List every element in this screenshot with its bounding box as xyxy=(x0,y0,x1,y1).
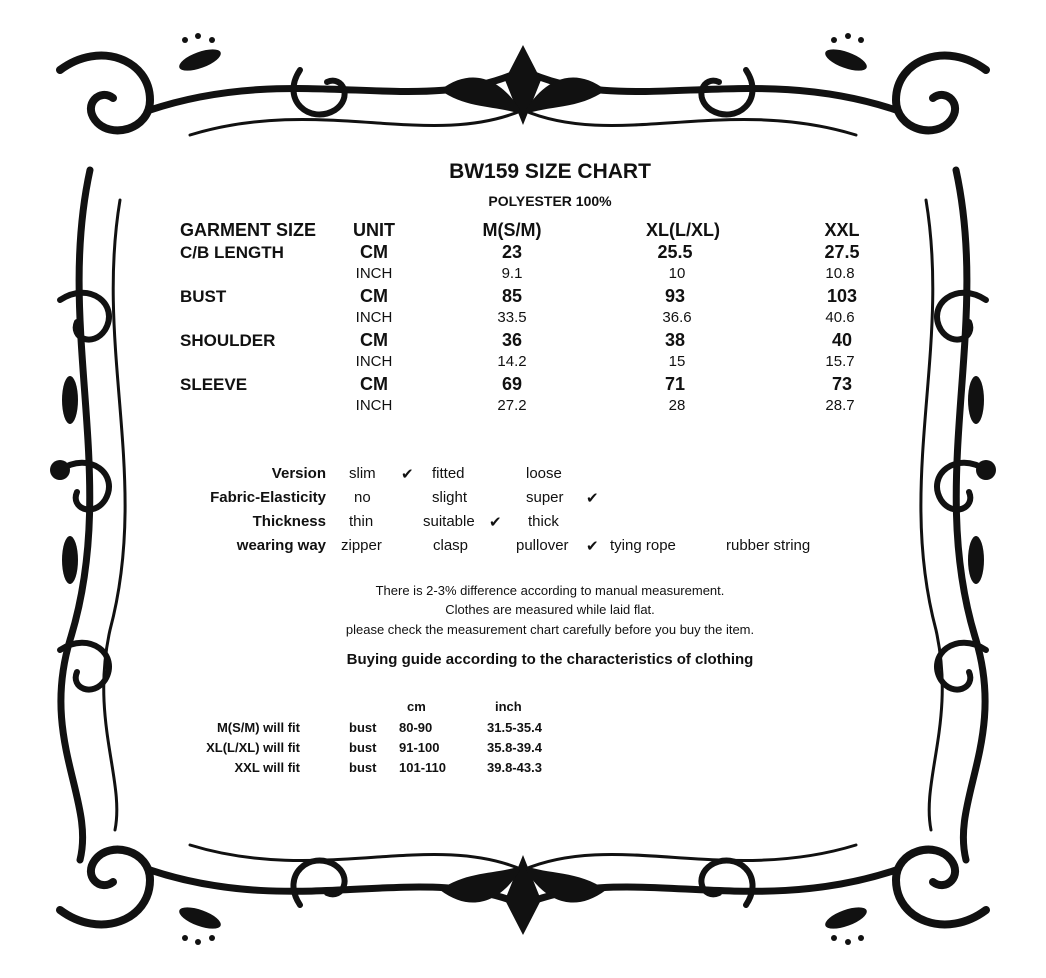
unit-cm: CM xyxy=(360,286,388,306)
guide-cm-range: 80-90 xyxy=(399,720,433,735)
guide-inch-range: 35.8-39.4 xyxy=(487,740,542,755)
option-rubber-string: rubber string xyxy=(726,537,811,554)
row-label-shoulder: SHOULDER xyxy=(180,331,276,350)
table-cell: 10 xyxy=(668,265,686,282)
header-size-m: M(S/M) xyxy=(482,220,542,240)
option-fitted: fitted xyxy=(432,465,465,482)
table-cell: 103 xyxy=(826,286,858,306)
option-thick: thick xyxy=(528,513,559,530)
option-loose: loose xyxy=(526,465,562,482)
page-title: BW159 SIZE CHART xyxy=(449,160,651,183)
option-no: no xyxy=(354,489,371,506)
check-icon: ✔ xyxy=(401,466,414,483)
option-zipper: zipper xyxy=(341,537,382,554)
guide-part: bust xyxy=(349,760,377,775)
guide-cm-range: 101-110 xyxy=(399,760,446,775)
table-cell: 36.6 xyxy=(662,309,692,326)
attr-label-thickness: Thickness xyxy=(252,513,326,530)
guide-part: bust xyxy=(349,740,377,755)
material-label: POLYESTER 100% xyxy=(488,193,612,209)
row-label-cb-length: C/B LENGTH xyxy=(180,243,284,262)
attr-label-fabric-elasticity: Fabric-Elasticity xyxy=(210,489,326,506)
table-cell: 40 xyxy=(831,330,853,350)
guide-fit-label: XL(L/XL) will fit xyxy=(206,740,300,755)
table-cell: 28 xyxy=(668,397,686,414)
table-cell: 73 xyxy=(831,374,853,394)
header-unit: UNIT xyxy=(353,220,395,240)
buying-guide-title: Buying guide according to the characteristics of clothing xyxy=(346,651,754,668)
table-cell: 14.2 xyxy=(497,353,527,370)
unit-inch: INCH xyxy=(355,397,393,414)
guide-fit-label: M(S/M) will fit xyxy=(216,720,300,735)
table-cell: 27.5 xyxy=(824,242,860,262)
table-cell: 69 xyxy=(501,374,523,394)
table-cell: 9.1 xyxy=(501,265,523,282)
check-icon: ✔ xyxy=(489,514,502,531)
table-cell: 38 xyxy=(664,330,686,350)
table-cell: 27.2 xyxy=(497,397,527,414)
note-laid-flat: Clothes are measured while laid flat. xyxy=(445,602,655,617)
table-cell: 93 xyxy=(664,286,686,306)
unit-cm: CM xyxy=(360,330,388,350)
guide-fit-label: XXL will fit xyxy=(234,760,300,775)
guide-inch-range: 31.5-35.4 xyxy=(487,720,542,735)
unit-inch: INCH xyxy=(355,309,393,326)
header-size-xxl: XXL xyxy=(824,220,860,240)
option-thin: thin xyxy=(349,513,374,530)
option-slight: slight xyxy=(432,489,468,506)
table-cell: 28.7 xyxy=(825,397,855,414)
row-label-bust: BUST xyxy=(180,287,227,306)
header-garment-size: GARMENT SIZE xyxy=(180,220,317,240)
option-tying-rope: tying rope xyxy=(610,537,676,554)
option-super: super xyxy=(526,489,564,506)
header-size-xl: XL(L/XL) xyxy=(646,220,720,240)
guide-col-cm: cm xyxy=(407,699,426,714)
check-icon: ✔ xyxy=(586,490,599,507)
table-cell: 85 xyxy=(501,286,523,306)
unit-inch: INCH xyxy=(355,353,393,370)
unit-cm: CM xyxy=(360,374,388,394)
guide-inch-range: 39.8-43.3 xyxy=(487,760,542,775)
table-cell: 25.5 xyxy=(657,242,693,262)
option-pullover: pullover xyxy=(516,537,569,554)
option-clasp: clasp xyxy=(433,537,469,554)
table-cell: 36 xyxy=(501,330,523,350)
note-difference: There is 2-3% difference according to manual measurement. xyxy=(375,583,725,598)
table-cell: 23 xyxy=(501,242,523,262)
note-check-chart: please check the measurement chart carefully before you buy the item. xyxy=(345,622,755,637)
table-cell: 33.5 xyxy=(497,309,527,326)
attr-label-version: Version xyxy=(271,465,326,482)
guide-col-inch: inch xyxy=(495,699,522,714)
attr-label-wearing-way: wearing way xyxy=(236,537,326,554)
table-cell: 10.8 xyxy=(825,265,855,282)
option-suitable: suitable xyxy=(423,513,475,530)
guide-cm-range: 91-100 xyxy=(399,740,440,755)
unit-cm: CM xyxy=(360,242,388,262)
table-cell: 15.7 xyxy=(825,353,855,370)
table-cell: 15 xyxy=(668,353,686,370)
option-slim: slim xyxy=(349,465,376,482)
guide-part: bust xyxy=(349,720,377,735)
row-label-sleeve: SLEEVE xyxy=(180,375,248,394)
unit-inch: INCH xyxy=(355,265,393,282)
table-cell: 71 xyxy=(664,374,686,394)
check-icon: ✔ xyxy=(586,538,599,555)
table-cell: 40.6 xyxy=(825,309,855,326)
